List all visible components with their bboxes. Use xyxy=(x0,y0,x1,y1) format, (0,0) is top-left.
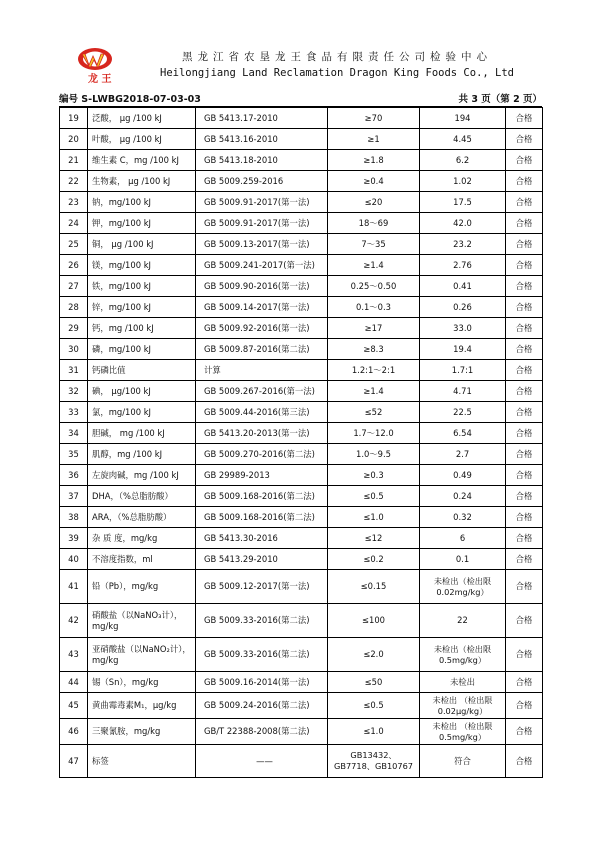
test-result: 22.5 xyxy=(420,402,506,423)
row-number: 24 xyxy=(60,213,88,234)
row-number: 37 xyxy=(60,486,88,507)
standard-value: ≤0.5 xyxy=(328,486,420,507)
conclusion: 合格 xyxy=(506,171,543,192)
table-row xyxy=(60,745,543,778)
test-result: 0.49 xyxy=(420,465,506,486)
test-result: 0.24 xyxy=(420,486,506,507)
test-method: GB 5009.13-2017(第一法) xyxy=(196,234,328,255)
standard-value: 18～69 xyxy=(328,213,420,234)
item-name: 钾，mg/100 kJ xyxy=(88,213,196,234)
table-row xyxy=(60,318,543,339)
test-method: GB 5413.29-2010 xyxy=(196,549,328,570)
item-name: 硝酸盐（以NaNO₃计），mg/kg xyxy=(88,604,196,638)
test-result: 0.41 xyxy=(420,276,506,297)
conclusion: 合格 xyxy=(506,693,543,719)
test-method: GB 5009.241-2017(第一法) xyxy=(196,255,328,276)
item-name: 三聚氰胺，mg/kg xyxy=(88,719,196,745)
row-number: 46 xyxy=(60,719,88,745)
table-row xyxy=(60,339,543,360)
org-name-en: Heilongjiang Land Reclamation Dragon King Foods Co., Ltd xyxy=(160,67,515,79)
item-name: 钠，mg/100 kJ xyxy=(88,192,196,213)
test-method: GB/T 22388-2008(第二法) xyxy=(196,719,328,745)
conclusion: 合格 xyxy=(506,339,543,360)
test-method: —— xyxy=(196,745,328,778)
test-result: 33.0 xyxy=(420,318,506,339)
row-number: 47 xyxy=(60,745,88,778)
row-number: 42 xyxy=(60,604,88,638)
conclusion: 合格 xyxy=(506,465,543,486)
item-name: 磷，mg/100 kJ xyxy=(88,339,196,360)
conclusion: 合格 xyxy=(506,570,543,604)
table-row xyxy=(60,360,543,381)
table-row xyxy=(60,255,543,276)
item-name: DHA，（%总脂肪酸） xyxy=(88,486,196,507)
table-row xyxy=(60,423,543,444)
test-result: 6 xyxy=(420,528,506,549)
row-number: 35 xyxy=(60,444,88,465)
test-method: GB 5413.17-2010 xyxy=(196,108,328,129)
standard-value: ≥1.4 xyxy=(328,255,420,276)
conclusion: 合格 xyxy=(506,638,543,672)
item-name: 维生素 C，mg /100 kJ xyxy=(88,150,196,171)
conclusion: 合格 xyxy=(506,234,543,255)
table-row xyxy=(60,719,543,745)
conclusion: 合格 xyxy=(506,486,543,507)
company-logo xyxy=(66,46,124,86)
standard-value: ≤100 xyxy=(328,604,420,638)
standard-value: ≤0.5 xyxy=(328,693,420,719)
table-row xyxy=(60,381,543,402)
test-result: 未检出 （检出限 0.02μg/kg） xyxy=(420,693,506,719)
test-result: 1.7:1 xyxy=(420,360,506,381)
test-method: GB 5413.20-2013(第一法) xyxy=(196,423,328,444)
standard-value: ≥8.3 xyxy=(328,339,420,360)
table-row xyxy=(60,150,543,171)
test-result: 6.54 xyxy=(420,423,506,444)
standard-value: ≤12 xyxy=(328,528,420,549)
row-number: 41 xyxy=(60,570,88,604)
test-method: GB 5009.14-2017(第一法) xyxy=(196,297,328,318)
test-method: GB 5009.168-2016(第二法) xyxy=(196,486,328,507)
test-method: GB 5009.24-2016(第二法) xyxy=(196,693,328,719)
standard-value: ≥1 xyxy=(328,129,420,150)
test-result: 2.7 xyxy=(420,444,506,465)
table-row xyxy=(60,213,543,234)
table-row xyxy=(60,465,543,486)
standard-value: 0.25～0.50 xyxy=(328,276,420,297)
table-row xyxy=(60,672,543,693)
table-row xyxy=(60,604,543,638)
test-result: 17.5 xyxy=(420,192,506,213)
test-method: GB 5009.12-2017(第一法) xyxy=(196,570,328,604)
test-method: GB 5009.267-2016(第一法) xyxy=(196,381,328,402)
test-method: 计算 xyxy=(196,360,328,381)
conclusion: 合格 xyxy=(506,381,543,402)
row-number: 31 xyxy=(60,360,88,381)
test-results-table xyxy=(59,107,543,778)
table-row xyxy=(60,638,543,672)
standard-value: ≥0.4 xyxy=(328,171,420,192)
item-name: 黄曲霉毒素M₁，μg/kg xyxy=(88,693,196,719)
standard-value: 1.0～9.5 xyxy=(328,444,420,465)
conclusion: 合格 xyxy=(506,360,543,381)
conclusion: 合格 xyxy=(506,672,543,693)
standard-value: ≥0.3 xyxy=(328,465,420,486)
test-result: 未检出（检出限 0.5mg/kg） xyxy=(420,638,506,672)
row-number: 43 xyxy=(60,638,88,672)
test-result: 未检出 （检出限 0.5mg/kg） xyxy=(420,719,506,745)
row-number: 26 xyxy=(60,255,88,276)
standard-value: ≤0.2 xyxy=(328,549,420,570)
row-number: 25 xyxy=(60,234,88,255)
table-row xyxy=(60,549,543,570)
item-name: 杂 质 度，mg/kg xyxy=(88,528,196,549)
test-method: GB 5009.44-2016(第三法) xyxy=(196,402,328,423)
conclusion: 合格 xyxy=(506,318,543,339)
row-number: 32 xyxy=(60,381,88,402)
test-method: GB 5413.30-2016 xyxy=(196,528,328,549)
standard-value: ≤1.0 xyxy=(328,719,420,745)
test-result: 2.76 xyxy=(420,255,506,276)
test-method: GB 5009.33-2016(第二法) xyxy=(196,604,328,638)
svg-text:龙 王: 龙 王 xyxy=(88,74,112,85)
test-result: 0.26 xyxy=(420,297,506,318)
standard-value: ≥70 xyxy=(328,108,420,129)
test-result: 0.1 xyxy=(420,549,506,570)
item-name: ARA，（%总脂肪酸） xyxy=(88,507,196,528)
standard-value: ≤50 xyxy=(328,672,420,693)
doc-number: 编号 S-LWBG2018-07-03-03 xyxy=(59,94,201,105)
item-name: 生物素， μg /100 kJ xyxy=(88,171,196,192)
table-row xyxy=(60,444,543,465)
item-name: 胆碱， mg /100 kJ xyxy=(88,423,196,444)
row-number: 27 xyxy=(60,276,88,297)
row-number: 22 xyxy=(60,171,88,192)
conclusion: 合格 xyxy=(506,192,543,213)
standard-value: ≥1.4 xyxy=(328,381,420,402)
test-result: 符合 xyxy=(420,745,506,778)
test-method: GB 5413.16-2010 xyxy=(196,129,328,150)
test-result: 194 xyxy=(420,108,506,129)
test-method: GB 5009.16-2014(第一法) xyxy=(196,672,328,693)
row-number: 30 xyxy=(60,339,88,360)
conclusion: 合格 xyxy=(506,719,543,745)
standard-value: GB13432、GB7718、GB10767 xyxy=(328,745,420,778)
item-name: 亚硝酸盐（以NaNO₂计），mg/kg xyxy=(88,638,196,672)
conclusion: 合格 xyxy=(506,276,543,297)
row-number: 36 xyxy=(60,465,88,486)
test-method: GB 5009.91-2017(第一法) xyxy=(196,192,328,213)
test-method: GB 5009.168-2016(第二法) xyxy=(196,507,328,528)
document-header xyxy=(66,46,536,88)
standard-value: ≤52 xyxy=(328,402,420,423)
test-result: 未检出（检出限 0.02mg/kg） xyxy=(420,570,506,604)
conclusion: 合格 xyxy=(506,402,543,423)
table-row xyxy=(60,528,543,549)
table-row xyxy=(60,108,543,129)
table-row xyxy=(60,297,543,318)
conclusion: 合格 xyxy=(506,150,543,171)
item-name: 铜， μg /100 kJ xyxy=(88,234,196,255)
test-result: 1.02 xyxy=(420,171,506,192)
item-name: 镁，mg/100 kJ xyxy=(88,255,196,276)
item-name: 锌，mg/100 kJ xyxy=(88,297,196,318)
standard-value: ≥17 xyxy=(328,318,420,339)
org-name-cn: 黑龙江省农垦龙王食品有限责任公司检验中心 xyxy=(182,51,492,63)
conclusion: 合格 xyxy=(506,255,543,276)
test-result: 4.71 xyxy=(420,381,506,402)
table-row xyxy=(60,192,543,213)
item-name: 氯，mg/100 kJ xyxy=(88,402,196,423)
row-number: 38 xyxy=(60,507,88,528)
conclusion: 合格 xyxy=(506,528,543,549)
standard-value: 7～35 xyxy=(328,234,420,255)
row-number: 19 xyxy=(60,108,88,129)
conclusion: 合格 xyxy=(506,549,543,570)
test-method: GB 5413.18-2010 xyxy=(196,150,328,171)
item-name: 不溶度指数，ml xyxy=(88,549,196,570)
table-row xyxy=(60,507,543,528)
table-row xyxy=(60,570,543,604)
item-name: 左旋肉碱，mg /100 kJ xyxy=(88,465,196,486)
conclusion: 合格 xyxy=(506,297,543,318)
test-method: GB 5009.259-2016 xyxy=(196,171,328,192)
conclusion: 合格 xyxy=(506,213,543,234)
item-name: 标签 xyxy=(88,745,196,778)
row-number: 34 xyxy=(60,423,88,444)
test-result: 42.0 xyxy=(420,213,506,234)
table-row xyxy=(60,129,543,150)
item-name: 泛酸， μg /100 kJ xyxy=(88,108,196,129)
row-number: 45 xyxy=(60,693,88,719)
item-name: 铅（Pb），mg/kg xyxy=(88,570,196,604)
doc-meta-bar xyxy=(59,91,542,105)
test-method: GB 29989-2013 xyxy=(196,465,328,486)
conclusion: 合格 xyxy=(506,507,543,528)
conclusion: 合格 xyxy=(506,444,543,465)
conclusion: 合格 xyxy=(506,604,543,638)
row-number: 39 xyxy=(60,528,88,549)
standard-value: 1.2:1～2:1 xyxy=(328,360,420,381)
test-result: 0.32 xyxy=(420,507,506,528)
standard-value: 1.7～12.0 xyxy=(328,423,420,444)
standard-value: ≤0.15 xyxy=(328,570,420,604)
test-result: 22 xyxy=(420,604,506,638)
item-name: 钙磷比值 xyxy=(88,360,196,381)
item-name: 肌醇，mg /100 kJ xyxy=(88,444,196,465)
conclusion: 合格 xyxy=(506,745,543,778)
item-name: 铁，mg/100 kJ xyxy=(88,276,196,297)
row-number: 33 xyxy=(60,402,88,423)
test-result: 19.4 xyxy=(420,339,506,360)
table-row xyxy=(60,486,543,507)
test-method: GB 5009.270-2016(第二法) xyxy=(196,444,328,465)
test-result: 6.2 xyxy=(420,150,506,171)
test-method: GB 5009.92-2016(第一法) xyxy=(196,318,328,339)
table-row xyxy=(60,276,543,297)
item-name: 钙，mg /100 kJ xyxy=(88,318,196,339)
test-result: 4.45 xyxy=(420,129,506,150)
standard-value: ≥1.8 xyxy=(328,150,420,171)
test-method: GB 5009.33-2016(第二法) xyxy=(196,638,328,672)
standard-value: 0.1～0.3 xyxy=(328,297,420,318)
conclusion: 合格 xyxy=(506,108,543,129)
table-row xyxy=(60,402,543,423)
row-number: 21 xyxy=(60,150,88,171)
standard-value: ≤1.0 xyxy=(328,507,420,528)
conclusion: 合格 xyxy=(506,129,543,150)
page-info: 共 3 页（第 2 页） xyxy=(458,94,542,105)
item-name: 锡（Sn），mg/kg xyxy=(88,672,196,693)
test-result: 未检出 xyxy=(420,672,506,693)
row-number: 28 xyxy=(60,297,88,318)
item-name: 碘， μg/100 kJ xyxy=(88,381,196,402)
table-row xyxy=(60,234,543,255)
row-number: 20 xyxy=(60,129,88,150)
test-method: GB 5009.90-2016(第一法) xyxy=(196,276,328,297)
test-method: GB 5009.91-2017(第一法) xyxy=(196,213,328,234)
item-name: 叶酸， μg /100 kJ xyxy=(88,129,196,150)
row-number: 40 xyxy=(60,549,88,570)
conclusion: 合格 xyxy=(506,423,543,444)
row-number: 23 xyxy=(60,192,88,213)
table-row xyxy=(60,693,543,719)
row-number: 44 xyxy=(60,672,88,693)
row-number: 29 xyxy=(60,318,88,339)
standard-value: ≤2.0 xyxy=(328,638,420,672)
test-method: GB 5009.87-2016(第二法) xyxy=(196,339,328,360)
table-row xyxy=(60,171,543,192)
test-result: 23.2 xyxy=(420,234,506,255)
standard-value: ≤20 xyxy=(328,192,420,213)
results-body xyxy=(60,108,543,778)
